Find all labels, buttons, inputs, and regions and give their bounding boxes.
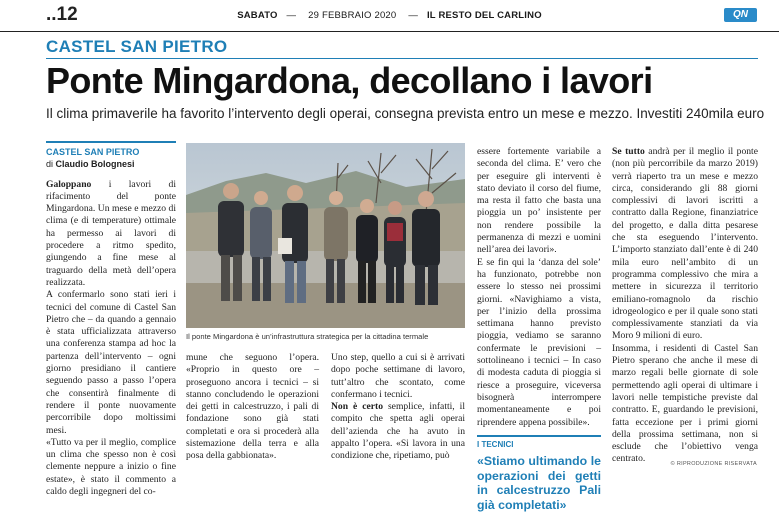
col5-text-1: andrà per il meglio il ponte (non più percorribile da marzo 2019) verrà riaperto tra un mese e mezzo circa, considerando gli 88 giorni complessivi di lavori iscritti a contratto dalla Regione, finanziatrice del progetto, e dalla ditta pesarese che sta eseguendo l’intervento. L’importo stanziato dall’ente è di 240 mila euro nell’ambito di un programma complessivo che mira a mettere in sicurezza il territorio emiliano-romagnolo da rischio idrogeologico e per il quale sono stati complessivamente stanziati da via Moro 9 milioni di euro. bbox=[612, 146, 758, 342]
article-photo bbox=[186, 143, 465, 328]
column-4 bbox=[477, 146, 601, 512]
page-number: ..12 bbox=[46, 4, 78, 25]
newspaper-name: IL RESTO DEL CARLINO bbox=[426, 10, 542, 21]
byline-place: CASTEL SAN PIETRO bbox=[46, 147, 140, 157]
col3-lead: Non è certo bbox=[331, 401, 383, 413]
col3-paragraph-1: Uno step, quello a cui si è arrivati dopo poche settimane di lavoro, tutt’altro che scontato, come confermano i tecnici. bbox=[331, 352, 465, 400]
article-standfirst: Il clima primaverile ha favorito l’intervento degli operai, consegna prevista entro un mese e mezzo. Investiti 240mila euro bbox=[46, 106, 765, 121]
photo-caption: Il ponte Mingardona è un’infrastruttura strategica per la cittadina termale bbox=[186, 332, 429, 341]
header-day: SABATO bbox=[237, 10, 278, 21]
col1-lead-word: Galoppano bbox=[46, 178, 92, 190]
running-header bbox=[0, 10, 779, 21]
page-header bbox=[0, 0, 779, 32]
copyright-notice: © RIPRODUZIONE RISERVATA bbox=[670, 461, 757, 467]
col1-paragraph-1 bbox=[46, 179, 176, 290]
article-headline: Ponte Mingardona, decollano i lavori bbox=[46, 60, 653, 101]
column-2 bbox=[186, 352, 319, 463]
column-3 bbox=[331, 352, 465, 463]
header-date: 29 FEBBRAIO 2020 bbox=[308, 10, 397, 21]
col4-paragraph-2: E se fin qui la ‘danza del sole’ ha funzionato, potrebbe non essere lo stesso nei prossimi giorni. «Navighiamo a vista, per l’inizio della prossima settimana hanno previsto pioggia, vediamo se saranno confermate le previsioni – sottolineano i tecnici – In caso di modesta caduta di pioggia si riesce a proseguire, viceversa bisognerà interrompere momentaneamente e poi riprendere appena possibile». bbox=[477, 256, 601, 428]
col5-paragraph-1 bbox=[612, 146, 758, 343]
pull-quote-label: I TECNICI bbox=[477, 435, 601, 451]
col5-lead: Se tutto bbox=[612, 146, 645, 157]
col3-paragraph-2 bbox=[331, 401, 465, 462]
col4-paragraph-1: essere fortemente variabile a seconda del clima. E’ vero che per eseguire gli interventi è stato deviato il corso del fiume, ma resta il fatto che basta una pioggia un po’ insistente per non rendere possibile la permanenza di mezzi e uomini nell’area dei lavori». bbox=[477, 146, 601, 256]
byline-prefix: di bbox=[46, 159, 54, 170]
column-1 bbox=[46, 146, 176, 498]
byline-rule bbox=[46, 141, 176, 143]
qn-logo: QN bbox=[724, 8, 757, 22]
col5-paragraph-2: Insomma, i residenti di Castel San Pietro sperano che anche il mese di marzo regali belle giornate di sole permettendo agli operai di ultimare i lavori nelle tempistiche previste dal contratto. E, guardando le previsioni, fatta eccezione per i primi giorni della prossima settimana, non si esclude che l’obiettivo venga centrato. bbox=[612, 342, 758, 465]
photo-illustration bbox=[186, 143, 465, 328]
col1-paragraph-2: A confermarlo sono stati ieri i tecnici del comune di Castel San Pietro che – da quando a gennaio è stata ufficializzata attraverso una conferenza stampa ad hoc la partenza dell’intervento – ogni giorno presidiano il cantiere seguendo passo a passo l’opera che consentirà finalmente di rendere il ponte nuovamente percorribile dopo moltissimi mesi. bbox=[46, 289, 176, 436]
column-5 bbox=[612, 146, 758, 466]
col1-paragraph-3: «Tutto va per il meglio, complice un clima che spesso non è così clemente neppure a inizio o fine estate», è stato il commento a caldo degli ingegneri del co- bbox=[46, 436, 176, 498]
author-name: Claudio Bolognesi bbox=[55, 159, 135, 170]
byline-author bbox=[46, 158, 176, 170]
header-date-suffix: — bbox=[408, 10, 419, 21]
col1-text-1: i lavori di rifacimento del ponte Mingardona. Un mese e mezzo di clima (e di temperature) ottimale ha permesso ai lavori di procedere a ritmo spedito, giungendo a fine mese al traguardo della metà dell’opera realizzata. bbox=[46, 178, 176, 288]
section-divider bbox=[46, 58, 758, 59]
col3-text-2: semplice, infatti, il compito che spetta agli operai dell’azienda che ha avuto in appalto l’opera. «Si lavora in una condizione che, ripetiamo, può bbox=[331, 401, 465, 462]
pull-quote: «Stiamo ultimando le operazioni dei getti in calcestruzzo Pali già completati» bbox=[477, 454, 601, 512]
header-date-prefix: — bbox=[286, 10, 297, 21]
col2-paragraph-1: mune che seguono l’opera. «Proprio in questo ore – proseguono ancora i tecnici – si stanno concludendo le operazioni dei getti in calcestruzzo, i pali di fondazione sono già stati completati e ora si procederà alla sistemazione della terra e alla posa della gabbionata». bbox=[186, 352, 319, 462]
section-label: CASTEL SAN PIETRO bbox=[46, 37, 228, 56]
